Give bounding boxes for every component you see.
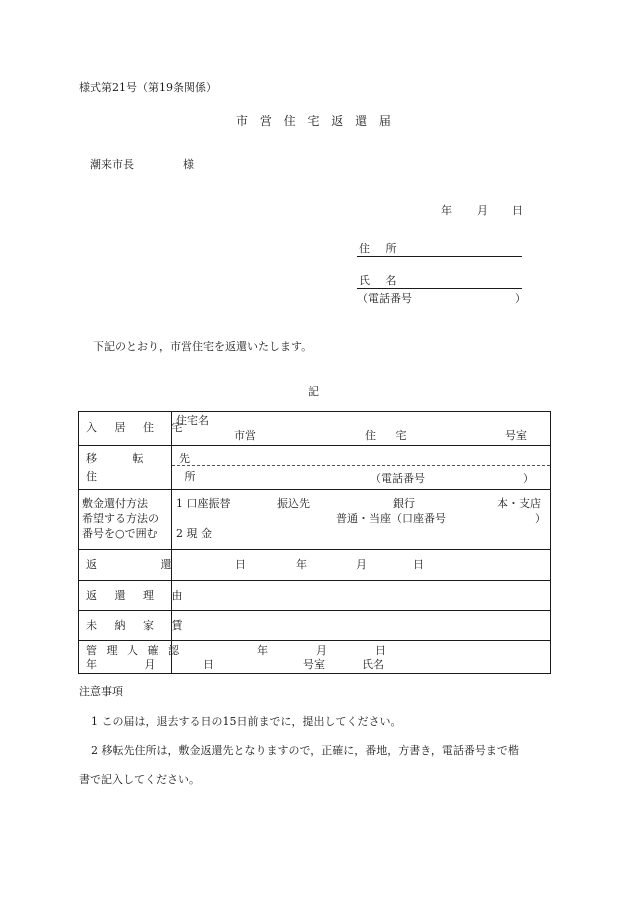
manager-month: 月 xyxy=(316,644,327,657)
statement: 下記のとおり，市営住宅を返還いたします。 xyxy=(93,340,313,353)
deposit-option-cash[interactable]: 2 現 金 xyxy=(176,527,212,540)
forward-phone-label: （電話番号 xyxy=(370,472,425,485)
note-item-2-cont: 書で記入してください。 xyxy=(79,773,200,786)
row-unpaid-rent xyxy=(79,611,551,641)
note-item-2: 2 移転先住所は，敷金返還先となりますので，正確に，番地，方書き，電話番号まで楷 xyxy=(91,744,519,757)
date-year-label: 年 xyxy=(441,204,452,217)
housing-value-cell[interactable] xyxy=(172,412,551,446)
deposit-label-line2: 希望する方法の xyxy=(82,512,159,525)
name-field[interactable] xyxy=(357,288,522,289)
row-forward xyxy=(79,446,551,490)
deposit-label-line3: 番号を○で囲む xyxy=(82,527,158,540)
return-reason-label: 返 還 理 由 xyxy=(86,589,190,602)
addressee: 潮来市長 xyxy=(90,158,134,171)
deposit-value-cell[interactable] xyxy=(172,490,551,550)
date-month-label: 月 xyxy=(477,204,488,217)
return-date-month: 月 xyxy=(356,558,367,571)
manager-name: 氏名 xyxy=(362,658,384,671)
unpaid-rent-value-cell[interactable] xyxy=(172,611,551,641)
housing-label: 入 居 住 宅 xyxy=(86,421,190,434)
return-date-value-cell[interactable] xyxy=(172,550,551,581)
manager-day: 日 xyxy=(375,644,386,657)
return-date-label-cell xyxy=(79,550,276,581)
row-manager xyxy=(79,641,551,674)
forward-label-top: 移 転 先 xyxy=(86,452,206,465)
deposit-branch-label: 本・支店 xyxy=(497,497,541,510)
manager-label-top: 管 理 人 確 認 xyxy=(86,644,182,657)
deposit-account-close: ） xyxy=(535,512,546,525)
return-reason-label-cell xyxy=(79,581,190,611)
form-number: 様式第21号（第19条関係） xyxy=(79,81,217,94)
manager-value-cell[interactable] xyxy=(172,641,551,674)
housing-room-label: 号室 xyxy=(505,429,527,442)
manager-label-bottom: 年 月 日 xyxy=(86,658,236,671)
deposit-label-line1: 敷金還付方法 xyxy=(82,497,148,510)
return-date-year: 年 xyxy=(296,558,307,571)
forward-phone-close: ） xyxy=(523,472,534,485)
return-date-day: 日 xyxy=(413,558,424,571)
row-return-reason xyxy=(79,581,551,611)
housing-name-label: 住宅名 xyxy=(176,414,209,427)
forward-divider xyxy=(172,465,550,466)
deposit-label-cell xyxy=(79,490,172,550)
address-label: 住 所 xyxy=(359,242,403,255)
phone-close-paren: ） xyxy=(515,292,526,305)
notes-heading: 注意事項 xyxy=(79,685,123,698)
date-day-label: 日 xyxy=(512,204,523,217)
manager-year: 年 xyxy=(257,644,268,657)
deposit-option-transfer[interactable]: 1 口座振替 xyxy=(176,497,231,510)
deposit-account-type: 普通・当座（口座番号 xyxy=(336,512,446,525)
address-field[interactable] xyxy=(357,256,522,257)
forward-label-cell xyxy=(79,446,238,490)
housing-label-cell xyxy=(79,412,190,446)
deposit-transfer-to: 振込先 xyxy=(277,497,310,510)
note-item-1: 1 この届は，退去する日の15日前までに，提出してください。 xyxy=(91,715,402,728)
unpaid-rent-label-cell xyxy=(79,611,190,641)
forward-label-bottom: 住 所 xyxy=(86,470,238,483)
manager-label-cell xyxy=(79,641,236,674)
manager-room: 号室 xyxy=(303,658,325,671)
housing-city-label: 市営 xyxy=(234,429,256,442)
ki-label: 記 xyxy=(308,385,319,398)
forward-value-cell[interactable] xyxy=(172,446,551,490)
row-return-date xyxy=(79,550,551,581)
return-form-table xyxy=(78,411,551,674)
unpaid-rent-label: 未 納 家 賃 xyxy=(86,619,190,632)
return-date-label: 返 還 日 xyxy=(86,558,276,571)
row-housing xyxy=(79,412,551,446)
return-reason-value-cell[interactable] xyxy=(172,581,551,611)
housing-jutaku-label: 住 宅 xyxy=(365,429,415,442)
form-title: 市 営 住 宅 返 還 届 xyxy=(236,114,395,128)
deposit-bank-label: 銀行 xyxy=(393,497,415,510)
row-deposit xyxy=(79,490,551,550)
phone-label: （電話番号 xyxy=(357,292,412,305)
name-label: 氏 名 xyxy=(359,274,403,287)
addressee-honorific: 様 xyxy=(183,158,194,171)
